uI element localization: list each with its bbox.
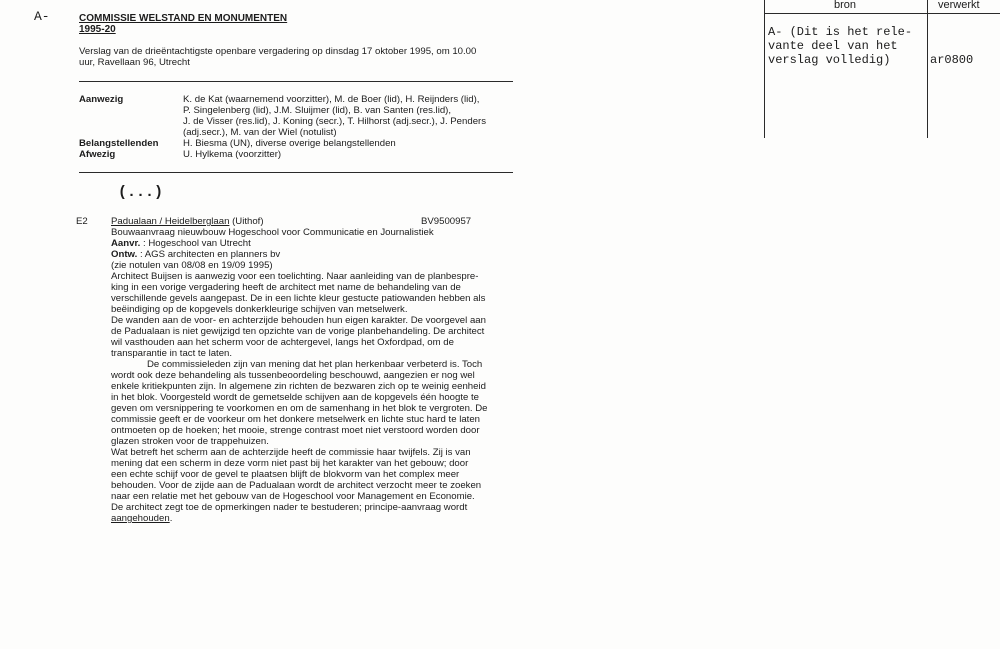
body-line: de Padualaan is niet gewijzigd ten opzichte van de vorige planbehandeling. De architect bbox=[111, 326, 485, 337]
commission-line: De commissieleden zijn van mening dat het plan herkenbaar verbeterd is. Toch bbox=[147, 359, 483, 370]
margin-mark: A- bbox=[34, 9, 50, 24]
source-note bbox=[768, 25, 912, 67]
item-location-suffix: (Uithof) bbox=[229, 216, 264, 227]
stakeholders-value: H. Biesma (UN), diverse overige belangstellenden bbox=[183, 138, 396, 149]
commission-line: ontmoeten op de hoeken; het mooie, strenge contrast moet niet verstoord worden door bbox=[111, 425, 480, 436]
body-line: beëindiging op de kopgevels donkerkleurige schijven van metselwerk. bbox=[111, 304, 408, 315]
meeting-intro bbox=[79, 46, 476, 68]
body-line: De wanden aan de voor- en achterzijde behouden hun eigen karakter. De voorgevel aan bbox=[111, 315, 486, 326]
item-reference: BV9500957 bbox=[421, 216, 472, 227]
conclusion-suffix: . bbox=[169, 513, 173, 524]
present-list bbox=[183, 94, 486, 138]
commission-line: glazen stroken voor de trappehuizen. bbox=[111, 436, 269, 447]
commission-line: commissie geeft er de voorkeur om het donkere metselwerk en lichte stuc hard te laten bbox=[111, 414, 481, 425]
present-line: (adj.secr.), M. van der Wiel (notulist) bbox=[183, 127, 337, 138]
column-header-filed: verwerkt bbox=[938, 0, 980, 11]
present-line: P. Singelenberg (lid), J.M. Sluijmer (lid), B. van Santen (res.lid), bbox=[183, 105, 452, 116]
applicant-label: Aanvr. bbox=[111, 238, 141, 249]
conclusion-word: aangehouden bbox=[111, 513, 170, 524]
item-location-street: Padualaan / Heidelberglaan bbox=[111, 216, 230, 227]
commission-line: in het blok. Voorgesteld wordt de gemetselde schijven aan de kopgevels één hoogte te bbox=[111, 392, 480, 403]
divider-attendance bbox=[79, 172, 513, 173]
document-number: 1995-20 bbox=[79, 24, 116, 35]
conclusion-line bbox=[111, 513, 488, 524]
present-line: K. de Kat (waarnemend voorzitter), M. de Boer (lid), H. Reijnders (lid), bbox=[183, 94, 480, 105]
filed-code: ar0800 bbox=[930, 53, 974, 67]
table-border-middle bbox=[927, 0, 928, 138]
body-line: king in een vorige vergadering heeft de architect met name de behandeling van de bbox=[111, 282, 461, 293]
designer-label: Ontw. bbox=[111, 249, 138, 260]
minutes-reference: (zie notulen van 08/08 en 19/09 1995) bbox=[111, 260, 273, 271]
intro-line: Verslag van de drieëntachtigste openbare vergadering op dinsdag 17 oktober 1995, om 10.00 bbox=[79, 46, 477, 57]
source-note-line: verslag volledig) bbox=[768, 53, 891, 67]
omission-marker: (...) bbox=[118, 184, 164, 201]
body-line: wil vasthouden aan het scherm voor de achtergevel, langs het Oxfordpad, om de bbox=[111, 337, 454, 348]
body-line: verschillende gevels aangepast. De in een lichte kleur gestucte patiowanden hebben als bbox=[111, 293, 486, 304]
table-header-rule bbox=[764, 13, 1000, 14]
source-note-line: A- (Dit is het rele- bbox=[768, 25, 913, 39]
present-label: Aanwezig bbox=[79, 94, 124, 105]
table-border-left bbox=[764, 0, 765, 138]
designer-value: : AGS architecten en planners bv bbox=[139, 249, 281, 260]
commission-line: naar een relatie met het gebouw van de Hogeschool voor Management en Economie. bbox=[111, 491, 475, 502]
architect-paragraph bbox=[111, 271, 486, 359]
intro-line: uur, Ravellaan 96, Utrecht bbox=[79, 57, 190, 68]
applicant-value: : Hogeschool van Utrecht bbox=[143, 238, 251, 249]
source-note-line: vante deel van het bbox=[768, 39, 898, 53]
absent-value: U. Hylkema (voorzitter) bbox=[183, 149, 282, 160]
absent-label: Afwezig bbox=[79, 149, 116, 160]
commission-line: mening dat een scherm in deze vorm niet past bij het karakter van het gebouw; door bbox=[111, 458, 469, 469]
commission-line: geven om versnippering te voorkomen en om de samenhang in het blok te vergroten. De bbox=[111, 403, 488, 414]
document-title: COMMISSIE WELSTAND EN MONUMENTEN bbox=[79, 13, 288, 24]
item-description: Bouwaanvraag nieuwbouw Hogeschool voor Communicatie en Journalistiek bbox=[111, 227, 434, 238]
stakeholders-label: Belangstellenden bbox=[79, 138, 159, 149]
commission-line: De architect zegt toe de opmerkingen nader te bestuderen; principe-aanvraag wordt bbox=[111, 502, 468, 513]
commission-paragraph bbox=[111, 359, 488, 524]
item-code: E2 bbox=[76, 216, 88, 227]
commission-line: Wat betreft het scherm aan de achterzijde heeft de commissie haar twijfels. Zij is van bbox=[111, 447, 471, 458]
column-header-source: bron bbox=[834, 0, 857, 11]
commission-line: een echte schijf voor de gevel te plaatsen blijft de blokvorm van het complex meer bbox=[111, 469, 460, 480]
commission-line: enkele kritiekpunten zijn. In algemene zin richten de bezwaren zich op te weinig eenheid bbox=[111, 381, 486, 392]
divider-top bbox=[79, 81, 513, 82]
item-location bbox=[111, 216, 264, 227]
commission-line: wordt ook deze behandeling als tussenbeoordeling beschouwd, aangezien er nog wel bbox=[111, 370, 475, 381]
body-line: transparantie in tact te laten. bbox=[111, 348, 233, 359]
commission-line: behouden. Voor de zijde aan de Padualaan wordt de architect verzocht meer te zoeken bbox=[111, 480, 482, 491]
body-line: Architect Buijsen is aanwezig voor een toelichting. Naar aanleiding van de planbespre- bbox=[111, 271, 479, 282]
applicant-row bbox=[111, 238, 251, 249]
present-line: J. de Visser (res.lid), J. Koning (secr.), T. Hilhorst (adj.secr.), J. Penders bbox=[183, 116, 487, 127]
source-table bbox=[764, 0, 1000, 138]
designer-row bbox=[111, 249, 280, 260]
